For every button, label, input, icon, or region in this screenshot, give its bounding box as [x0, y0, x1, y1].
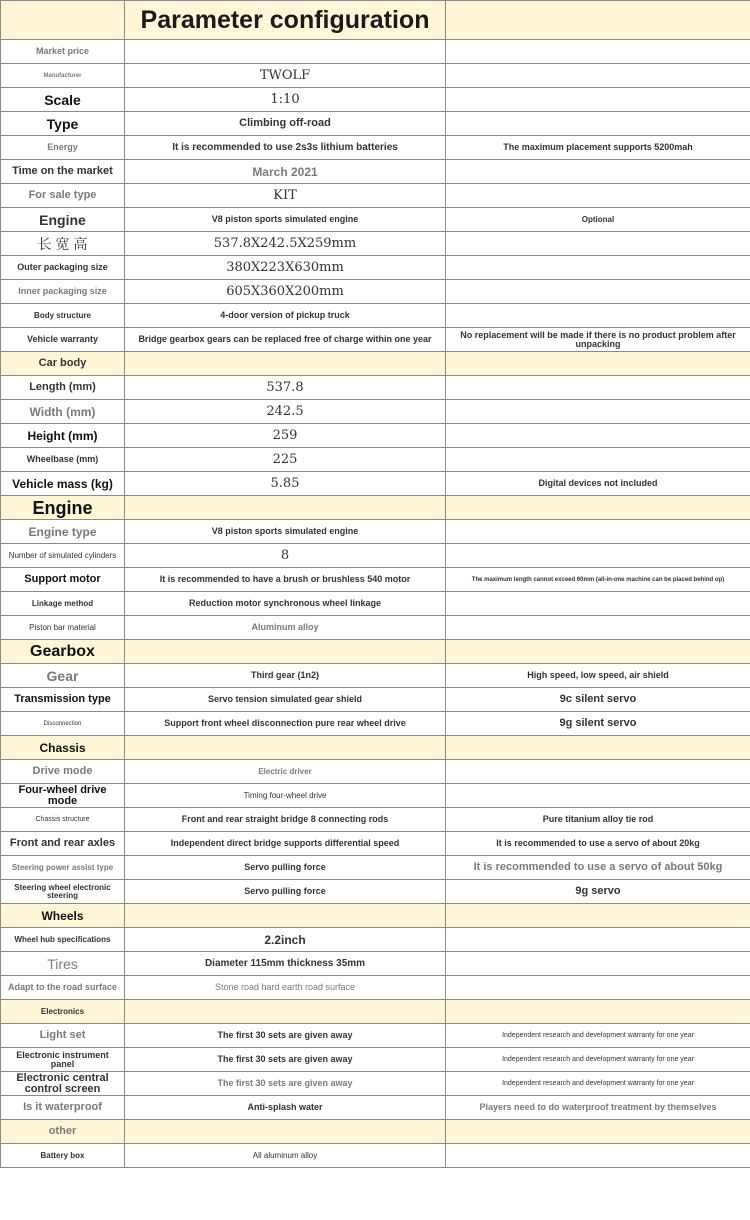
- note-for-sale-type: [446, 184, 750, 208]
- note-scale: [446, 88, 750, 112]
- row-transmission-type: [1, 688, 750, 712]
- label-vehicle-mass: Vehicle mass (kg): [1, 472, 125, 496]
- label-waterproof: Is it waterproof: [1, 1096, 125, 1120]
- row-wheel-hub: [1, 928, 750, 952]
- label-engine-type: Engine type: [1, 520, 125, 544]
- label-light-set: Light set: [1, 1024, 125, 1048]
- value-light-set: The first 30 sets are given away: [125, 1024, 446, 1048]
- label-gear: Gear: [1, 664, 125, 688]
- label-vehicle-warranty: Vehicle warranty: [1, 328, 125, 352]
- value-energy: It is recommended to use 2s3s lithium batteries: [125, 136, 446, 160]
- value-four-wheel-drive: Timing four-wheel drive: [125, 784, 446, 808]
- note-type: [446, 112, 750, 136]
- row-type: [1, 112, 750, 136]
- value-linkage-method: Reduction motor synchronous wheel linkage: [125, 592, 446, 616]
- row-road-surface: [1, 976, 750, 1000]
- label-tires: Tires: [1, 952, 125, 976]
- note-four-wheel-drive: [446, 784, 750, 808]
- row-wheelbase: [1, 448, 750, 472]
- row-instrument-panel: [1, 1048, 750, 1072]
- row-engine: [1, 208, 750, 232]
- label-width: Width (mm): [1, 400, 125, 424]
- row-inner-packaging: [1, 280, 750, 304]
- note-engine: Optional: [446, 208, 750, 232]
- row-drive-mode: [1, 760, 750, 784]
- row-waterproof: [1, 1096, 750, 1120]
- value-manufacturer: TWOLF: [125, 64, 446, 88]
- label-time-on-market: Time on the market: [1, 160, 125, 184]
- section-label-other: other: [1, 1120, 125, 1144]
- section-blank: [446, 736, 750, 760]
- note-instrument-panel: Independent research and development warranty for one year: [446, 1048, 750, 1072]
- value-vehicle-mass: 5.85: [125, 472, 446, 496]
- value-market-price: [125, 40, 446, 64]
- note-road-surface: [446, 976, 750, 1000]
- section-blank: [125, 736, 446, 760]
- section-blank: [125, 352, 446, 376]
- row-width: [1, 400, 750, 424]
- section-blank: [125, 1120, 446, 1144]
- value-gear: Third gear (1n2): [125, 664, 446, 688]
- value-engine: V8 piston sports simulated engine: [125, 208, 446, 232]
- label-engine: Engine: [1, 208, 125, 232]
- note-simulated-cylinders: [446, 544, 750, 568]
- row-length: [1, 376, 750, 400]
- label-steering-wheel: Steering wheel electronic steering: [1, 880, 125, 904]
- label-inner-packaging: Inner packaging size: [1, 280, 125, 304]
- section-label-engine: Engine: [1, 496, 125, 520]
- row-four-wheel-drive: [1, 784, 750, 808]
- value-wheelbase: 225: [125, 448, 446, 472]
- note-front-rear-axles: It is recommended to use a servo of about 20kg: [446, 832, 750, 856]
- page-title: Parameter configuration: [125, 1, 446, 40]
- value-height: 259: [125, 424, 446, 448]
- value-disconnection: Support front wheel disconnection pure rear wheel drive: [125, 712, 446, 736]
- label-steering-power: Steering power assist type: [1, 856, 125, 880]
- value-wheel-hub: 2.2inch: [125, 928, 446, 952]
- note-body-structure: [446, 304, 750, 328]
- row-battery-box: [1, 1144, 750, 1168]
- section-label-car-body: Car body: [1, 352, 125, 376]
- note-energy: The maximum placement supports 5200mah: [446, 136, 750, 160]
- section-gearbox: [1, 640, 750, 664]
- section-blank: [125, 904, 446, 928]
- section-label-electronics: Electronics: [1, 1000, 125, 1024]
- section-blank: [446, 496, 750, 520]
- note-length: [446, 376, 750, 400]
- row-manufacturer: [1, 64, 750, 88]
- value-lwh: 537.8X242.5X259mm: [125, 232, 446, 256]
- note-waterproof: Players need to do waterproof treatment by themselves: [446, 1096, 750, 1120]
- label-battery-box: Battery box: [1, 1144, 125, 1168]
- label-support-motor: Support motor: [1, 568, 125, 592]
- label-instrument-panel: Electronic instrument panel: [1, 1048, 125, 1072]
- value-vehicle-warranty: Bridge gearbox gears can be replaced free of charge within one year: [125, 328, 446, 352]
- label-road-surface: Adapt to the road surface: [1, 976, 125, 1000]
- section-blank: [125, 496, 446, 520]
- value-inner-packaging: 605X360X200mm: [125, 280, 446, 304]
- label-body-structure: Body structure: [1, 304, 125, 328]
- section-blank: [446, 352, 750, 376]
- note-outer-packaging: [446, 256, 750, 280]
- value-outer-packaging: 380X223X630mm: [125, 256, 446, 280]
- section-blank: [446, 1000, 750, 1024]
- label-four-wheel-drive: Four-wheel drive mode: [1, 784, 125, 808]
- note-light-set: Independent research and development warranty for one year: [446, 1024, 750, 1048]
- note-gear: High speed, low speed, air shield: [446, 664, 750, 688]
- row-body-structure: [1, 304, 750, 328]
- label-chassis-structure: Chassis structure: [1, 808, 125, 832]
- section-other: [1, 1120, 750, 1144]
- label-control-screen: Electronic central control screen: [1, 1072, 125, 1096]
- note-battery-box: [446, 1144, 750, 1168]
- section-blank: [446, 904, 750, 928]
- value-tires: Diameter 115mm thickness 35mm: [125, 952, 446, 976]
- note-disconnection: 9g silent servo: [446, 712, 750, 736]
- note-linkage-method: [446, 592, 750, 616]
- row-tires: [1, 952, 750, 976]
- label-linkage-method: Linkage method: [1, 592, 125, 616]
- section-chassis: [1, 736, 750, 760]
- row-chassis-structure: [1, 808, 750, 832]
- label-wheelbase: Wheelbase (mm): [1, 448, 125, 472]
- value-scale: 1:10: [125, 88, 446, 112]
- label-lwh: 长 宽 高: [1, 232, 125, 256]
- note-drive-mode: [446, 760, 750, 784]
- row-steering-power: [1, 856, 750, 880]
- section-wheels: [1, 904, 750, 928]
- value-width: 242.5: [125, 400, 446, 424]
- note-transmission-type: 9c silent servo: [446, 688, 750, 712]
- row-light-set: [1, 1024, 750, 1048]
- section-engine: [1, 496, 750, 520]
- row-lwh: [1, 232, 750, 256]
- note-steering-wheel: 9g servo: [446, 880, 750, 904]
- row-support-motor: [1, 568, 750, 592]
- row-height: [1, 424, 750, 448]
- note-support-motor: The maximum length cannot exceed 60mm (all-in-one machine can be placed behind op): [446, 568, 750, 592]
- value-length: 537.8: [125, 376, 446, 400]
- value-drive-mode: Electric driver: [125, 760, 446, 784]
- note-height: [446, 424, 750, 448]
- section-blank: [446, 1120, 750, 1144]
- value-for-sale-type: KIT: [125, 184, 446, 208]
- value-type: Climbing off-road: [125, 112, 446, 136]
- label-market-price: Market price: [1, 40, 125, 64]
- row-steering-wheel: [1, 880, 750, 904]
- value-steering-power: Servo pulling force: [125, 856, 446, 880]
- value-instrument-panel: The first 30 sets are given away: [125, 1048, 446, 1072]
- label-front-rear-axles: Front and rear axles: [1, 832, 125, 856]
- label-piston-bar: Piston bar material: [1, 616, 125, 640]
- label-energy: Energy: [1, 136, 125, 160]
- note-width: [446, 400, 750, 424]
- header-blank-left: [1, 1, 125, 40]
- note-control-screen: Independent research and development warranty for one year: [446, 1072, 750, 1096]
- note-manufacturer: [446, 64, 750, 88]
- section-car-body: [1, 352, 750, 376]
- note-time-on-market: [446, 160, 750, 184]
- row-simulated-cylinders: [1, 544, 750, 568]
- value-support-motor: It is recommended to have a brush or brushless 540 motor: [125, 568, 446, 592]
- note-piston-bar: [446, 616, 750, 640]
- header-row: [1, 1, 750, 40]
- row-market-price: [1, 40, 750, 64]
- note-tires: [446, 952, 750, 976]
- row-piston-bar: [1, 616, 750, 640]
- section-blank: [125, 1000, 446, 1024]
- note-engine-type: [446, 520, 750, 544]
- value-control-screen: The first 30 sets are given away: [125, 1072, 446, 1096]
- label-height: Height (mm): [1, 424, 125, 448]
- note-steering-power: It is recommended to use a servo of about 50kg: [446, 856, 750, 880]
- row-engine-type: [1, 520, 750, 544]
- label-wheel-hub: Wheel hub specifications: [1, 928, 125, 952]
- value-road-surface: Stone road hard earth road surface: [125, 976, 446, 1000]
- row-for-sale-type: [1, 184, 750, 208]
- note-vehicle-mass: Digital devices not included: [446, 472, 750, 496]
- value-time-on-market: March 2021: [125, 160, 446, 184]
- label-manufacturer: Manufacturer: [1, 64, 125, 88]
- header-blank-right: [446, 1, 750, 40]
- note-chassis-structure: Pure titanium alloy tie rod: [446, 808, 750, 832]
- row-disconnection: [1, 712, 750, 736]
- value-steering-wheel: Servo pulling force: [125, 880, 446, 904]
- value-body-structure: 4-door version of pickup truck: [125, 304, 446, 328]
- row-control-screen: [1, 1072, 750, 1096]
- note-wheel-hub: [446, 928, 750, 952]
- row-scale: [1, 88, 750, 112]
- label-disconnection: Disconnection: [1, 712, 125, 736]
- label-scale: Scale: [1, 88, 125, 112]
- row-vehicle-warranty: [1, 328, 750, 352]
- row-outer-packaging: [1, 256, 750, 280]
- label-for-sale-type: For sale type: [1, 184, 125, 208]
- label-transmission-type: Transmission type: [1, 688, 125, 712]
- section-label-chassis: Chassis: [1, 736, 125, 760]
- value-front-rear-axles: Independent direct bridge supports differential speed: [125, 832, 446, 856]
- value-battery-box: All aluminum alloy: [125, 1144, 446, 1168]
- row-vehicle-mass: [1, 472, 750, 496]
- label-drive-mode: Drive mode: [1, 760, 125, 784]
- note-inner-packaging: [446, 280, 750, 304]
- section-label-gearbox: Gearbox: [1, 640, 125, 664]
- section-electronics: [1, 1000, 750, 1024]
- value-engine-type: V8 piston sports simulated engine: [125, 520, 446, 544]
- note-lwh: [446, 232, 750, 256]
- value-simulated-cylinders: 8: [125, 544, 446, 568]
- value-chassis-structure: Front and rear straight bridge 8 connecting rods: [125, 808, 446, 832]
- value-waterproof: Anti-splash water: [125, 1096, 446, 1120]
- row-front-rear-axles: [1, 832, 750, 856]
- section-label-wheels: Wheels: [1, 904, 125, 928]
- label-outer-packaging: Outer packaging size: [1, 256, 125, 280]
- note-market-price: [446, 40, 750, 64]
- note-vehicle-warranty: No replacement will be made if there is no product problem after unpacking: [446, 328, 750, 352]
- value-transmission-type: Servo tension simulated gear shield: [125, 688, 446, 712]
- row-time-on-market: [1, 160, 750, 184]
- label-simulated-cylinders: Number of simulated cylinders: [1, 544, 125, 568]
- row-gear: [1, 664, 750, 688]
- value-piston-bar: Aluminum alloy: [125, 616, 446, 640]
- row-linkage-method: [1, 592, 750, 616]
- label-type: Type: [1, 112, 125, 136]
- note-wheelbase: [446, 448, 750, 472]
- row-energy: [1, 136, 750, 160]
- label-length: Length (mm): [1, 376, 125, 400]
- section-blank: [125, 640, 446, 664]
- section-blank: [446, 640, 750, 664]
